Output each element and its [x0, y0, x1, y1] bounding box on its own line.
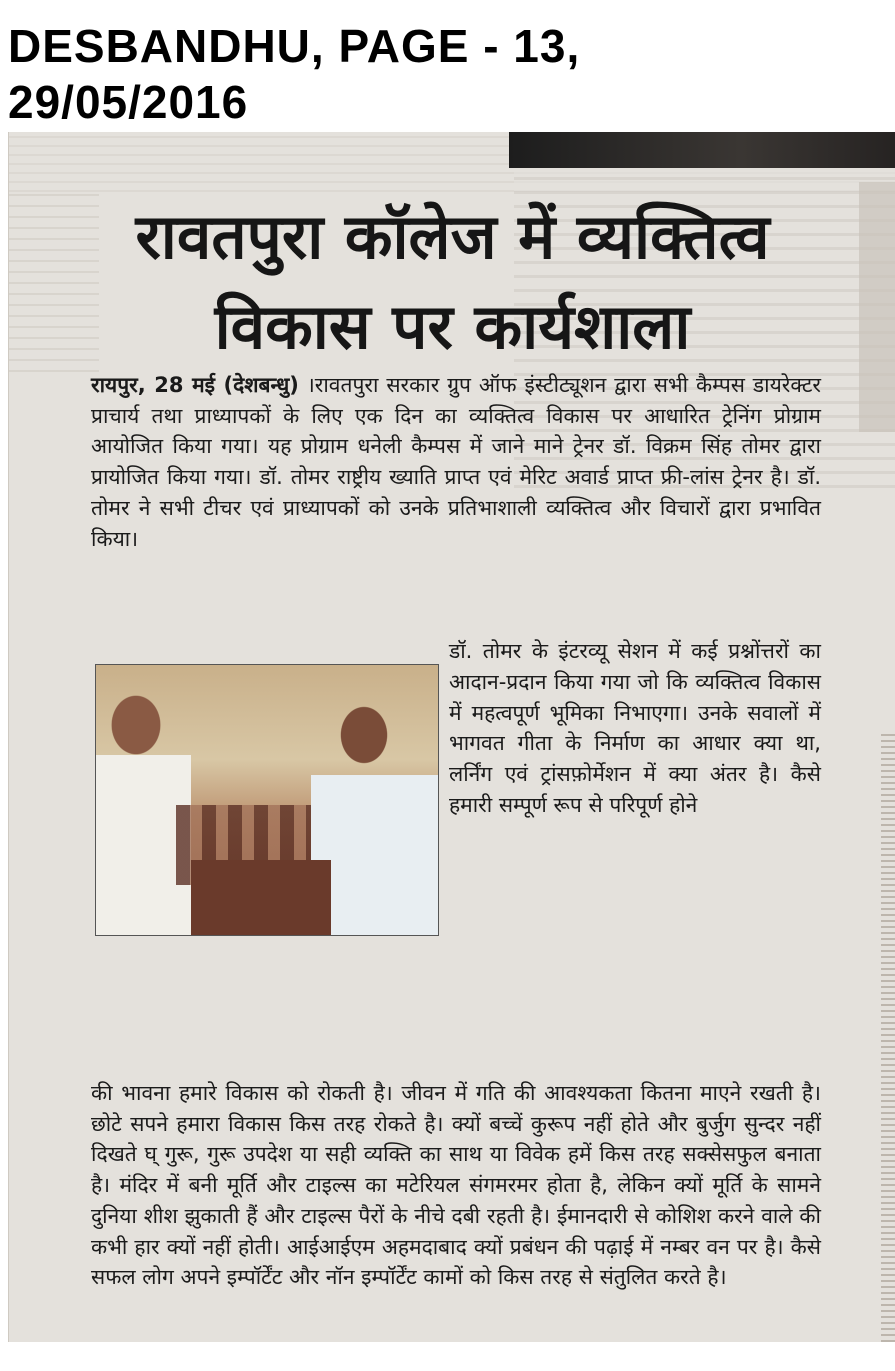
photo-memento: [191, 860, 331, 935]
article-photo: [95, 664, 439, 936]
article-side-column: डॉ. तोमर के इंटरव्यू सेशन में कई प्रश्नोंत्तरों का आदान-प्रदान किया गया जो कि व्यक्तित्व विकास में महत्वपूर्ण भूमिका निभाएगा। उनके सवालों में भागवत गीता के निर्माण का आधार क्या था, लर्निंग एवं ट्रांसफ़ोर्मेशन में क्या अंतर है। कैसे हमारी सम्पूर्ण रूप से परिपूर्ण होने: [449, 639, 821, 817]
paragraph-1-text: ।रावतपुरा सरकार ग्रुप ऑफ इंस्टीट्यूशन द्वारा सभी कैम्पस डायरेक्टर प्राचार्य तथा प्राध्यापकों के लिए एक दिन का व्यक्तित्व विकास पर आधारित ट्रेनिंग प्रोग्राम आयोजित किया गया। यह प्रोग्राम धनेली कैम्पस में जाने माने ट्रेनर डॉ. विक्रम सिंह तोमर द्वारा प्रायोजित किया गया। डॉ. तोमर राष्ट्रीय ख्याति प्राप्त एवं मेरिट अवार्ड प्राप्त फ्री-लांस ट्रेनर है। डॉ. तोमर ने सभी टीचर एवं प्राध्यापकों को उनके प्रतिभाशाली व्यक्तित्व और विचारों द्वारा प्रभावित किया।: [91, 373, 821, 551]
caption-source-page: DESBANDHU, PAGE - 13,: [8, 20, 581, 72]
adjacent-photo-strip: [509, 132, 895, 168]
clipping-caption: [8, 18, 888, 130]
dateline: रायपुर, 28 मई (देशबन्धु): [91, 373, 299, 397]
headline-line-2: विकास पर कार्यशाला: [214, 290, 691, 363]
headline-line-1: रावतपुरा कॉलेज में व्यक्तित्व: [135, 200, 770, 273]
clipping-torn-edge: [881, 732, 895, 1342]
article-headline: [9, 192, 895, 372]
caption-date: 29/05/2016: [8, 76, 249, 128]
article-paragraph-1: [91, 370, 821, 554]
article-paragraph-2: की भावना हमारे विकास को रोकती है। जीवन में गति की आवश्यकता कितना माएने रखती है। छोटे सपने हमारा विकास किस तरह रोकते है। क्यों बच्चें कुरूप नहीं होते और बुर्जुग सुन्दर नहीं दिखते घ् गुरू, गुरू उपदेश या सही व्यक्ति का साथ या विवेक हमें किस तरह सक्सेसफुल बनाता है। मंदिर में बनी मूर्ति और टाइल्स का मटेरियल संगमरमर होता है, लेकिन क्यों मूर्ति के सामने दुनिया शीश झुकाती हैं और टाइल्स पैरों के नीचे दबी रहती है। ईमानदारी से कोशिश करने वाले की कभी हार क्यों नहीं होती। आईआईएम अहमदाबाद क्यों प्रबंधन की पढ़ाई में नम्बर वन पर है। कैसे सफल लोग अपने इम्पॉर्टेंट और नॉन इम्पॉर्टेंट कामों को किस तरह से संतुलित करते है।: [91, 1081, 821, 1290]
newspaper-clipping: [8, 132, 895, 1342]
